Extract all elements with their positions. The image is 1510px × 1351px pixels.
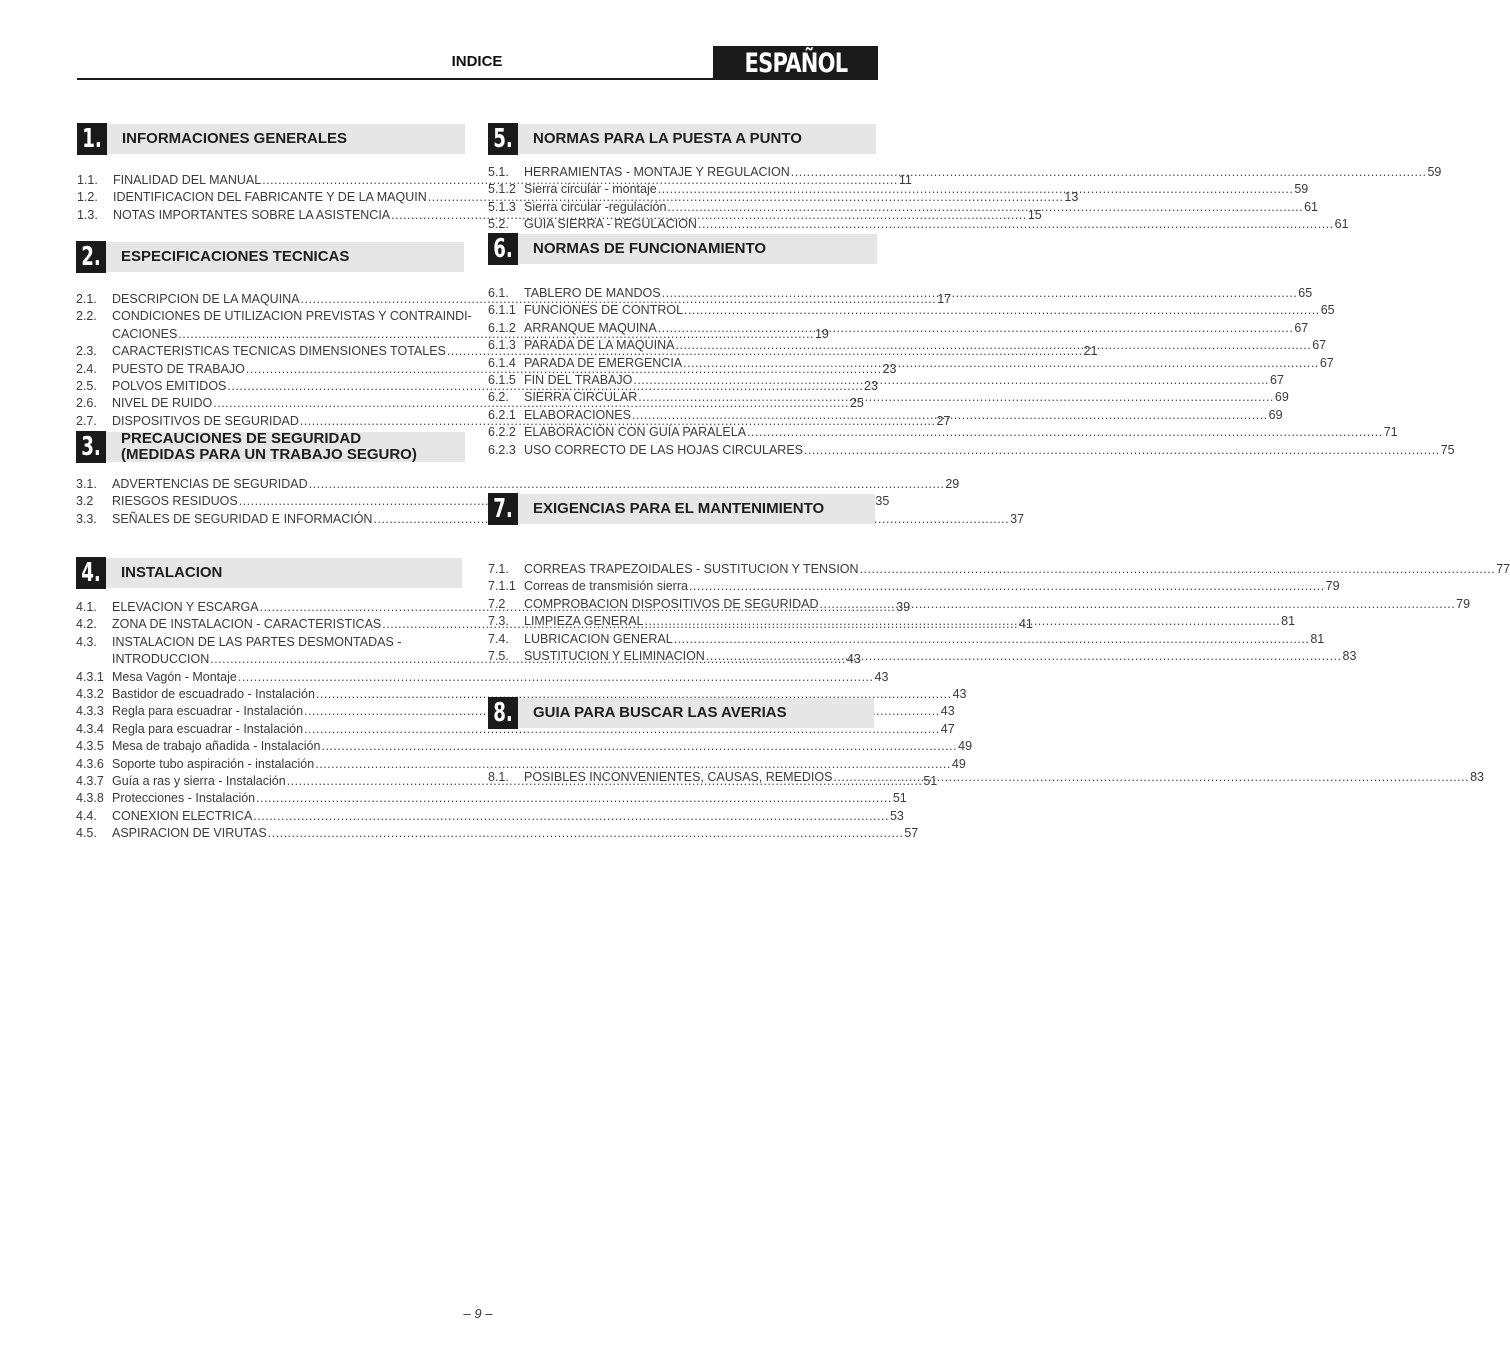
section-number-block: 8. xyxy=(488,697,518,729)
toc-entry-page: 67 xyxy=(1312,338,1327,353)
toc-entry-number: 4.3.1 xyxy=(76,669,104,684)
page-title: INDICE xyxy=(451,53,503,70)
toc-entry-page: 83 xyxy=(1470,770,1484,784)
section-heading xyxy=(488,123,879,155)
toc-entry-page: 39 xyxy=(896,600,911,614)
section-heading xyxy=(77,123,465,155)
toc-entry-page: 41 xyxy=(1018,617,1033,632)
toc-entry-page: 75 xyxy=(1440,442,1455,457)
toc-entry-page: 15 xyxy=(1027,207,1042,222)
toc-entry-label: LUBRICACION GENERAL xyxy=(524,631,673,646)
toc-entry[interactable] xyxy=(488,631,1325,648)
toc-entry-number: 1.3. xyxy=(77,207,98,222)
header-divider xyxy=(77,78,878,80)
toc-entry[interactable] xyxy=(77,207,1042,224)
toc-entry-page: 11 xyxy=(898,173,912,187)
dot-leader xyxy=(268,825,904,842)
dot-leader xyxy=(698,216,1334,233)
toc-entry-number: 6.1.1 xyxy=(488,303,516,318)
dot-leader xyxy=(674,631,1310,648)
toc-entry[interactable] xyxy=(488,372,1284,389)
toc-entry-number: 7.4. xyxy=(488,631,509,646)
toc-entry-label: PUESTO DE TRABAJO xyxy=(112,361,245,376)
toc-entry-label: FINALIDAD DEL MANUAL xyxy=(113,173,262,187)
section-title: GUIA PARA BUSCAR LAS AVERIAS xyxy=(533,704,787,721)
section-heading xyxy=(76,431,465,463)
toc-entry-page: 67 xyxy=(1294,320,1309,335)
toc-entry-page: 65 xyxy=(1298,286,1313,300)
toc-entry-number: 6.2.3 xyxy=(488,442,516,457)
toc-entry-number: 7.3. xyxy=(488,614,509,629)
toc-entry-page: 25 xyxy=(849,396,864,411)
section-title: PRECAUCIONES DE SEGURIDAD (MEDIDAS PARA UN TRABAJO SEGURO) xyxy=(121,430,417,463)
toc-entry[interactable] xyxy=(76,634,464,651)
toc-entry[interactable] xyxy=(76,825,919,842)
toc-entry-number: 4.3.8 xyxy=(76,791,104,806)
toc-entry-number: 5.1.2 xyxy=(488,182,516,197)
dot-leader xyxy=(256,790,892,807)
dot-leader xyxy=(667,199,1303,216)
toc-entry-label: NIVEL DE RUIDO xyxy=(112,396,213,411)
dot-leader xyxy=(632,407,1268,424)
section-heading xyxy=(488,233,879,265)
section-heading xyxy=(488,697,879,729)
section-number-block: 7. xyxy=(488,493,518,525)
toc-entry-number: 8.1. xyxy=(488,770,509,784)
toc-entry-label: ELABORACIONES xyxy=(524,407,631,422)
toc-entry-number: 6.1.5 xyxy=(488,372,516,387)
dot-leader xyxy=(747,424,1383,441)
toc-entry-label: PARADA DE LA MAQUINA xyxy=(524,338,675,353)
toc-entry-number: 3.2 xyxy=(76,494,94,509)
toc-entry-label: RIESGOS RESIDUOS xyxy=(112,494,238,509)
toc-entry-label: Sierra circular -regulación xyxy=(524,199,667,214)
toc-entry-label: CARACTERISTICAS TECNICAS DIMENSIONES TOTALES xyxy=(112,344,446,359)
toc-entry[interactable] xyxy=(488,389,1289,406)
toc-entry-number: 4.2. xyxy=(76,617,97,632)
language-badge: ESPAÑOL xyxy=(713,46,878,80)
toc-entry-page: 35 xyxy=(875,494,890,509)
toc-entry-number: 2.4. xyxy=(76,361,97,376)
dot-leader xyxy=(658,181,1294,198)
toc-entry-page: 29 xyxy=(945,477,960,491)
toc-entry-label: NOTAS IMPORTANTES SOBRE LA ASISTENCIA xyxy=(113,207,391,222)
toc-entry-page: 49 xyxy=(958,739,973,754)
toc-entry-label: INTRODUCCION xyxy=(112,652,210,667)
toc-entry-number: 4.3.3 xyxy=(76,704,104,719)
section-number-block: 2. xyxy=(76,241,106,273)
toc-entry-label: DISPOSITIVOS DE SEGURIDAD xyxy=(112,413,299,428)
toc-entry-number: 1.2. xyxy=(77,190,98,205)
dot-leader xyxy=(633,372,1269,389)
toc-entry[interactable] xyxy=(488,648,1357,665)
toc-entry-page: 51 xyxy=(923,773,938,788)
toc-entry-page: 77 xyxy=(1496,562,1510,576)
toc-entry-page: 49 xyxy=(951,756,966,771)
dot-leader xyxy=(683,355,1319,372)
toc-entry[interactable] xyxy=(76,669,889,686)
toc-entry[interactable] xyxy=(76,686,967,703)
toc-entry-label: CACIONES xyxy=(112,326,178,341)
dot-leader xyxy=(833,769,1469,786)
toc-entry[interactable] xyxy=(488,424,1398,441)
toc-entry-label: ARRANQUE MAQUINA xyxy=(524,320,657,335)
dot-leader xyxy=(253,808,889,825)
toc-entry-label: Regla para escuadrar - Instalación xyxy=(112,721,304,736)
toc-entry-label: SEÑALES DE SEGURIDAD E INFORMACIÓN xyxy=(112,511,373,526)
dot-leader xyxy=(706,648,1342,665)
toc-entry-number: 5.1.3 xyxy=(488,199,516,214)
dot-leader xyxy=(644,613,1280,630)
toc-entry[interactable] xyxy=(76,790,907,807)
toc-entry-page: 59 xyxy=(1427,165,1442,179)
toc-entry-label: SUSTITUCION Y ELIMINACION xyxy=(524,648,705,663)
toc-entry[interactable] xyxy=(76,721,955,738)
toc-entry-page: 71 xyxy=(1383,425,1398,440)
toc-entry-label: DESCRIPCION DE LA MAQUINA xyxy=(112,292,300,306)
toc-entry-number: 6.1.2 xyxy=(488,320,516,335)
toc-entry[interactable] xyxy=(76,511,1025,528)
toc-entry-label: Bastidor de escuadrado - Instalación xyxy=(112,686,315,701)
toc-entry[interactable] xyxy=(488,216,1349,233)
toc-entry-page: 23 xyxy=(864,378,878,393)
section-number-block: 6. xyxy=(488,233,518,265)
toc-entry-label: Guía a ras y sierra - Instalación xyxy=(112,773,286,788)
toc-entry-label: CORREAS TRAPEZOIDALES - SUSTITUCION Y TENSION xyxy=(524,562,859,576)
dot-leader xyxy=(791,164,1427,181)
dot-leader xyxy=(658,320,1294,337)
toc-entry-number: 6.2. xyxy=(488,390,509,405)
toc-entry-number: 7.1. xyxy=(488,562,509,576)
toc-entry-number: 6.1.4 xyxy=(488,355,516,370)
dot-leader xyxy=(309,476,945,493)
toc-entry-number: 2.1. xyxy=(76,292,97,306)
toc-entry-number: 2.6. xyxy=(76,396,97,411)
toc-entry-label: ADVERTENCIAS DE SEGURIDAD xyxy=(112,477,308,491)
toc-entry-page: 27 xyxy=(936,413,951,428)
toc-entry-page: 13 xyxy=(1064,190,1079,205)
toc-entry-number: 3.3. xyxy=(76,511,97,526)
toc-entry[interactable] xyxy=(488,320,1309,337)
section-number-block: 3. xyxy=(76,431,106,463)
section-heading xyxy=(488,493,879,525)
toc-entry-number: 7.5. xyxy=(488,648,509,663)
toc-entry-label: Mesa Vagón - Montaje xyxy=(112,669,237,684)
toc-entry-label: ELABORACIÓN CON GUÍA PARALELA xyxy=(524,425,747,440)
toc-entry-number: 4.3. xyxy=(76,634,97,649)
toc-entry-number: 4.3.4 xyxy=(76,721,104,736)
section-number-block: 4. xyxy=(76,557,106,589)
dot-leader xyxy=(238,669,874,686)
dot-leader xyxy=(804,442,1440,459)
dot-leader xyxy=(689,578,1325,595)
toc-entry-label: FIN DEL TRABAJO xyxy=(524,372,633,387)
toc-entry-page: 23 xyxy=(882,361,897,376)
toc-entry-label: GUIA SIERRA - REGULACION xyxy=(524,217,697,232)
toc-entry[interactable] xyxy=(76,738,973,755)
section-title: ESPECIFICACIONES TECNICAS xyxy=(121,248,350,265)
section-title: EXIGENCIAS PARA EL MANTENIMIENTO xyxy=(533,500,825,517)
toc-entry-page: 83 xyxy=(1342,648,1357,663)
toc-entry-page: 81 xyxy=(1281,614,1296,629)
toc-entry-page: 69 xyxy=(1274,390,1289,405)
toc-entry-page: 65 xyxy=(1320,303,1335,318)
toc-entry-page: 43 xyxy=(846,652,861,667)
toc-entry-label: Protecciones - Instalación xyxy=(112,791,256,806)
toc-entry-label: Sierra circular - montaje xyxy=(524,182,657,197)
dot-leader xyxy=(820,596,1456,613)
toc-entry-label: SIERRA CIRCULAR xyxy=(524,390,638,405)
dot-leader xyxy=(684,302,1320,319)
toc-entry-page: 19 xyxy=(814,326,829,341)
toc-entry[interactable] xyxy=(488,302,1335,319)
toc-entry[interactable] xyxy=(76,808,904,825)
toc-entry-page: 67 xyxy=(1319,355,1334,370)
toc-entry-page: 61 xyxy=(1334,217,1349,232)
toc-entry[interactable] xyxy=(76,476,960,493)
toc-entry-label: IDENTIFICACION DEL FABRICANTE Y DE LA MAQUIN xyxy=(113,190,427,205)
section-number-block: 5. xyxy=(488,123,518,155)
section-title: NORMAS DE FUNCIONAMIENTO xyxy=(533,240,767,257)
toc-entry-label: ELEVACION Y ESCARGA xyxy=(112,600,259,614)
toc-entry-label: CONEXION ELECTRICA xyxy=(112,808,253,823)
toc-entry-label: CONDICIONES DE UTILIZACION PREVISTAS Y CONTRAINDI- xyxy=(112,309,472,324)
toc-entry-page: 57 xyxy=(904,826,919,841)
toc-entry-number: 1.1. xyxy=(77,173,98,187)
toc-entry-label: ASPIRACION DE VIRUTAS xyxy=(112,826,267,841)
toc-entry-page: 69 xyxy=(1268,407,1283,422)
toc-entry-number: 2.2. xyxy=(76,309,97,324)
toc-entry-page: 67 xyxy=(1270,372,1284,387)
toc-entry-number: 7.2 xyxy=(488,596,506,611)
toc-entry-label: ZONA DE INSTALACION - CARACTERISTICAS xyxy=(112,617,382,632)
toc-entry-page: 43 xyxy=(874,669,889,684)
toc-entry[interactable] xyxy=(76,756,966,773)
toc-entry[interactable] xyxy=(488,442,1455,459)
toc-entry-page: 37 xyxy=(1010,511,1025,526)
toc-entry-number: 6.1.3 xyxy=(488,338,516,353)
toc-entry-label: Mesa de trabajo añadida - Instalación xyxy=(112,739,321,754)
dot-leader xyxy=(662,285,1298,302)
section-heading xyxy=(76,557,464,589)
section-title: NORMAS PARA LA PUESTA A PUNTO xyxy=(533,130,802,147)
toc-entry-page: 21 xyxy=(1083,344,1098,359)
toc-entry-number: 5.2. xyxy=(488,217,509,232)
toc-entry[interactable] xyxy=(488,578,1340,595)
toc-entry-number: 6.1. xyxy=(488,286,509,300)
toc-entry-number: 2.5. xyxy=(76,378,97,393)
toc-entry-number: 2.7. xyxy=(76,413,97,428)
dot-leader xyxy=(638,389,1274,406)
toc-entry-number: 4.3.2 xyxy=(76,686,104,701)
toc-entry-page: 59 xyxy=(1294,182,1309,197)
dot-leader xyxy=(860,561,1496,578)
toc-entry-page: 43 xyxy=(952,686,967,701)
toc-entry-number: 5.1. xyxy=(488,165,509,179)
toc-entry[interactable] xyxy=(76,308,472,325)
section-heading xyxy=(76,241,464,273)
toc-entry-number: 4.3.6 xyxy=(76,756,104,771)
toc-entry-label: PARADA DE EMERGENCIA xyxy=(524,355,683,370)
dot-leader xyxy=(676,337,1312,354)
toc-entry-number: 4.3.5 xyxy=(76,739,104,754)
toc-entry-label: Regla para escuadrar - Instalación xyxy=(112,704,304,719)
toc-entry-number: 2.3. xyxy=(76,344,97,359)
toc-entry-number: 6.2.1 xyxy=(488,407,516,422)
toc-entry-number: 4.3.7 xyxy=(76,773,104,788)
section-number-block: 1. xyxy=(77,123,107,155)
toc-entry-number: 4.1. xyxy=(76,600,97,614)
toc-entry-label: POLVOS EMITIDOS xyxy=(112,378,227,393)
toc-entry-page: 61 xyxy=(1304,199,1318,214)
toc-entry-label: USO CORRECTO DE LAS HOJAS CIRCULARES xyxy=(524,442,803,457)
toc-entry-page: 53 xyxy=(889,808,904,823)
toc-entry-label: COMPROBACION DISPOSITIVOS DE SEGURIDAD xyxy=(524,596,819,611)
toc-entry-label: FUNCIONES DE CONTROL xyxy=(524,303,684,318)
toc-entry-label: INSTALACION DE LAS PARTES DESMONTADAS - xyxy=(112,634,402,649)
toc-entry-number: 7.1.1 xyxy=(488,579,516,594)
toc-entry-label: HERRAMIENTAS - MONTAJE Y REGULACION xyxy=(524,165,790,179)
toc-entry-page: 79 xyxy=(1325,579,1340,594)
toc-entry-number: 3.1. xyxy=(76,477,97,491)
toc-entry-label: LIMPIEZA GENERAL xyxy=(524,614,644,629)
toc-entry-page: 47 xyxy=(940,721,955,736)
toc-entry-number: 4.5. xyxy=(76,826,97,841)
toc-entry-page: 51 xyxy=(892,791,907,806)
section-title: INFORMACIONES GENERALES xyxy=(122,130,348,147)
toc-entry-page: 17 xyxy=(937,292,952,306)
toc-entry-number: 4.4. xyxy=(76,808,97,823)
toc-entry-label: Correas de transmisión sierra xyxy=(524,579,688,594)
toc-entry-page: 79 xyxy=(1456,596,1471,611)
toc-entry-page: 43 xyxy=(940,704,955,719)
toc-entry-label: Soporte tubo aspiración - instalación xyxy=(112,756,315,771)
toc-entry-label: POSIBLES INCONVENIENTES, CAUSAS, REMEDIOS xyxy=(524,770,833,784)
toc-entry[interactable] xyxy=(488,561,1510,578)
toc-entry-label: TABLERO DE MANDOS xyxy=(524,286,661,300)
section-title: INSTALACION xyxy=(121,564,223,581)
page-number: – 9 – xyxy=(463,1306,493,1321)
toc-entry-number: 6.2.2 xyxy=(488,425,516,440)
toc-entry-page: 81 xyxy=(1310,631,1325,646)
